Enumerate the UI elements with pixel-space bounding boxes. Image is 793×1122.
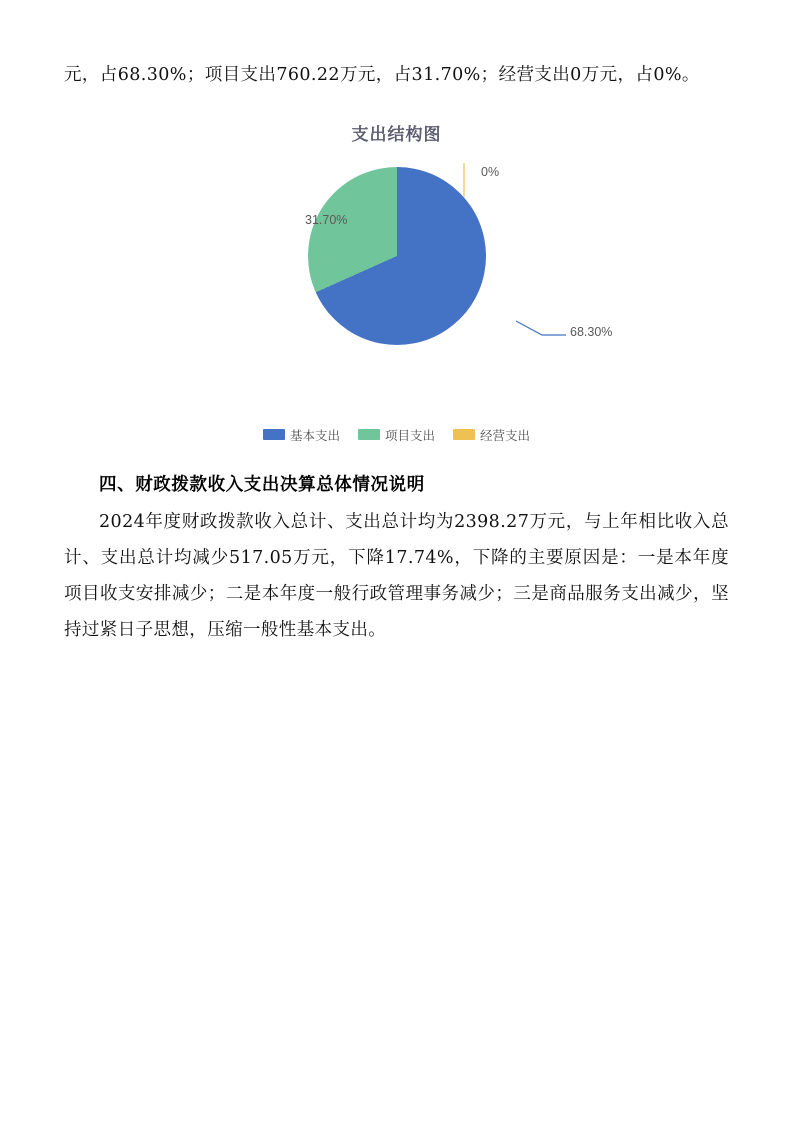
chart-legend — [64, 426, 729, 444]
pie-chart — [308, 167, 486, 345]
pie-label-project: 31.70% — [305, 212, 348, 227]
expenditure-structure-chart — [64, 120, 729, 450]
pie-label-operating: 0% — [481, 164, 500, 179]
pie-wrap — [64, 164, 729, 345]
legend-item-operating — [453, 426, 530, 444]
legend-item-project — [358, 426, 435, 444]
chart-title: 支出结构图 — [351, 124, 442, 144]
paragraph-top: 元，占68.30%；项目支出760.22万元，占31.70%；经营支出0万元，占0%。 — [64, 65, 700, 85]
chart-plot-area — [64, 145, 729, 395]
legend-swatch-project — [358, 429, 380, 440]
section-heading: 四、财政拨款收入支出决算总体情况说明 — [99, 474, 425, 495]
legend-swatch-basic — [263, 429, 285, 440]
pie-label-basic: 68.30% — [570, 324, 613, 339]
paragraph-body: 2024年度财政拨款收入总计、支出总计均为2398.27万元，与上年相比收入总计、支出总计均减少517.05万元，下降17.74%，下降的主要原因是：一是本年度项目收支安排减少；二是本年度一般行政管理事务减少；三是商品服务支出减少，坚持过紧日子思想，压缩一般性基本支出。 — [64, 511, 729, 640]
legend-swatch-operating — [453, 429, 475, 440]
legend-label-project: 项目支出 — [384, 428, 435, 443]
legend-label-basic: 基本支出 — [289, 428, 340, 443]
legend-item-basic — [263, 426, 340, 444]
legend-label-operating: 经营支出 — [480, 428, 531, 443]
